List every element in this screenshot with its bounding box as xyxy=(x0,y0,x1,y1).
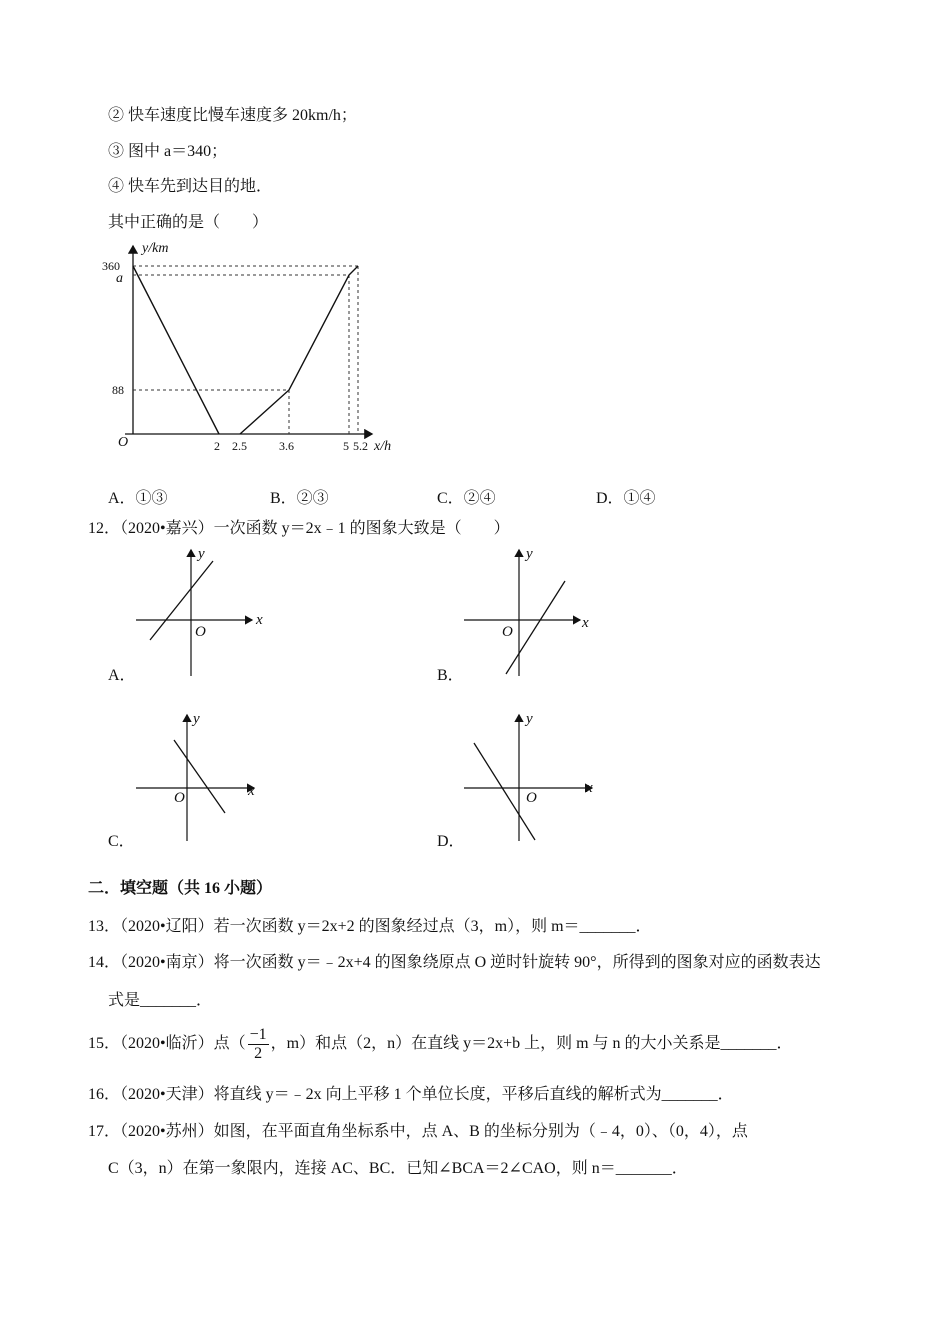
svg-text:y: y xyxy=(198,546,205,562)
x-tick-3.6: 3.6 xyxy=(279,439,294,453)
q11-distance-time-graph xyxy=(100,238,410,458)
q12-option-d[interactable]: D． xyxy=(437,833,465,850)
svg-text:x: x xyxy=(582,615,589,631)
q16-question: 16．（2020•天津）将直线 y＝﹣2x 向上平移 1 个单位长度，平移后直线的解析式为_______． xyxy=(88,1086,734,1103)
svg-text:O: O xyxy=(174,790,185,806)
svg-text:y: y xyxy=(526,711,533,727)
q11-prompt: 其中正确的是（ ） xyxy=(108,214,269,231)
section-title: 二．填空题（共 16 小题） xyxy=(88,880,273,897)
q11-statement-2: ② 快车速度比慢车速度多 20km/h； xyxy=(108,107,357,124)
y-tick-a: a xyxy=(116,271,123,286)
q15-prefix: 15．（2020•临沂）点（ xyxy=(88,1035,246,1053)
q14-question-line2: 式是_______． xyxy=(108,992,213,1009)
q12-option-c[interactable]: C． xyxy=(108,833,135,850)
graph-segment-approach xyxy=(133,266,219,434)
x-tick-5.2: 5.2 xyxy=(353,439,368,453)
line-graph-b xyxy=(506,581,565,674)
q15-question xyxy=(88,1026,793,1063)
q12-option-b[interactable]: B． xyxy=(437,667,464,684)
svg-text:x: x xyxy=(248,783,255,799)
q15-fraction: $\frac{-1}{2}$ xyxy=(249,1026,267,1062)
q12-question: 12．（2020•嘉兴）一次函数 y＝2x﹣1 的图象大致是（ ） xyxy=(88,520,510,537)
x-tick-2: 2 xyxy=(214,439,220,453)
q11-statement-4: ④ 快车先到达目的地． xyxy=(108,178,273,195)
q11-option-a[interactable]: A．①③ xyxy=(108,490,168,507)
x-axis-label: x/h xyxy=(374,439,392,454)
x-tick-5: 5 xyxy=(343,439,349,453)
svg-text:y: y xyxy=(526,546,533,562)
q11-option-c[interactable]: C．②④ xyxy=(437,490,496,507)
q11-option-d[interactable]: D．①④ xyxy=(596,490,656,507)
x-tick-2.5: 2.5 xyxy=(232,439,247,453)
q12-option-a[interactable]: A． xyxy=(108,667,136,684)
svg-text:x: x xyxy=(256,612,263,628)
graph-segment-separate xyxy=(240,266,358,434)
svg-text:O: O xyxy=(195,624,206,640)
svg-text:x: x xyxy=(586,780,593,796)
q11-option-b[interactable]: B．②③ xyxy=(270,490,329,507)
q17-question-line2: C（3，n）在第一象限内，连接 AC、BC．已知∠BCA＝2∠CAO，则 n＝_______． xyxy=(108,1160,688,1177)
svg-text:y: y xyxy=(193,711,200,727)
q17-question-line1: 17．（2020•苏州）如图，在平面直角坐标系中，点 A、B 的坐标分别为（﹣4，0）、（0，4），点 xyxy=(88,1123,748,1140)
q12-graph-c xyxy=(130,709,280,844)
svg-text:O: O xyxy=(502,624,513,640)
svg-text:O: O xyxy=(526,790,537,806)
q12-graph-d xyxy=(458,709,608,844)
y-tick-360: 360 xyxy=(102,259,120,273)
q11-statement-3: ③ 图中 a＝340； xyxy=(108,143,228,160)
y-axis-label: y/km xyxy=(142,241,169,256)
q12-graph-b xyxy=(458,544,608,679)
origin-label: O xyxy=(118,435,129,450)
q14-question-line1: 14．（2020•南京）将一次函数 y＝﹣2x+4 的图象绕原点 O 逆时针旋转 90°，所得到的图象对应的函数表达 xyxy=(88,954,821,971)
q13-question: 13．（2020•辽阳）若一次函数 y＝2x+2 的图象经过点（3，m），则 m＝_______． xyxy=(88,918,652,935)
q12-graph-a xyxy=(130,544,280,679)
q15-suffix: ，m）和点（2，n）在直线 y＝2x+b 上，则 m 与 n 的大小关系是_______． xyxy=(270,1035,793,1053)
y-tick-88: 88 xyxy=(112,383,124,397)
